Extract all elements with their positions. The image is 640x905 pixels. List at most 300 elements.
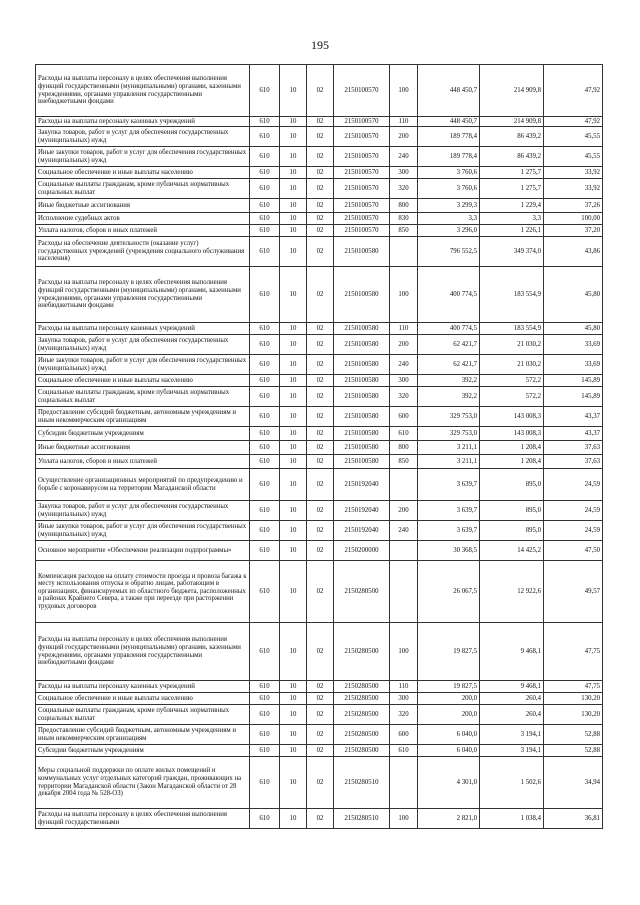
row-code-ministry: 610 [250,561,280,623]
row-plan-amount: 3 299,3 [418,199,480,213]
row-percent: 47,75 [544,681,603,693]
row-code-section: 10 [280,375,307,387]
row-code-expense-type: 320 [390,387,418,407]
row-code-section: 10 [280,147,307,167]
row-percent: 34,94 [544,757,603,809]
row-actual-amount: 143 008,3 [480,427,544,441]
row-plan-amount: 392,2 [418,375,480,387]
row-code-target: 2150100570 [334,167,390,179]
row-actual-amount: 895,0 [480,521,544,541]
row-name: Социальное обеспечение и иные выплаты населению [36,167,250,179]
row-code-subsection: 02 [307,375,334,387]
row-code-subsection: 02 [307,441,334,455]
row-actual-amount: 21 030,2 [480,355,544,375]
row-percent: 37,20 [544,225,603,237]
row-code-ministry: 610 [250,725,280,745]
row-name: Осуществление организационных мероприятий по предупреждению и борьбе с коронавирусом на территории Магаданской области [36,469,250,501]
row-code-section: 10 [280,199,307,213]
row-code-ministry: 610 [250,427,280,441]
row-name: Расходы на обеспечение деятельности (оказание услуг) государственных учреждений (учреждения социального обслуживания населения) [36,237,250,267]
table-row [36,441,603,455]
row-percent: 52,88 [544,745,603,757]
row-code-expense-type [390,237,418,267]
row-name: Предоставление субсидий бюджетным, автономным учреждениям и иным некоммерческим организациям [36,407,250,427]
row-plan-amount: 400 774,5 [418,323,480,335]
row-code-target: 2150100580 [334,323,390,335]
row-code-ministry: 610 [250,623,280,681]
table-row [36,705,603,725]
row-actual-amount: 260,4 [480,693,544,705]
row-plan-amount: 3 760,6 [418,167,480,179]
table-row [36,521,603,541]
row-code-section: 10 [280,469,307,501]
row-code-ministry: 610 [250,147,280,167]
row-code-expense-type: 110 [390,681,418,693]
table-row [36,623,603,681]
row-code-target: 2150280500 [334,725,390,745]
row-code-section: 10 [280,387,307,407]
row-plan-amount: 3 639,7 [418,501,480,521]
row-actual-amount: 14 425,2 [480,541,544,561]
row-code-expense-type [390,541,418,561]
table-row [36,501,603,521]
row-code-section: 10 [280,267,307,323]
row-percent: 33,92 [544,179,603,199]
row-code-ministry: 610 [250,469,280,501]
row-code-target: 2150280500 [334,693,390,705]
row-code-ministry: 610 [250,455,280,469]
row-code-ministry: 610 [250,387,280,407]
row-code-target: 2150100580 [334,335,390,355]
row-plan-amount: 3 760,6 [418,179,480,199]
row-code-section: 10 [280,681,307,693]
row-actual-amount: 260,4 [480,705,544,725]
row-percent: 45,80 [544,323,603,335]
row-code-ministry: 610 [250,117,280,127]
row-code-subsection: 02 [307,199,334,213]
row-code-target: 2150100580 [334,237,390,267]
row-code-section: 10 [280,213,307,225]
row-code-ministry: 610 [250,237,280,267]
row-code-subsection: 02 [307,809,334,829]
row-code-section: 10 [280,65,307,117]
row-code-section: 10 [280,809,307,829]
row-name: Закупка товаров, работ и услуг для обеспечения государственных (муниципальных) нужд [36,335,250,355]
row-code-section: 10 [280,127,307,147]
row-actual-amount: 143 008,3 [480,407,544,427]
row-plan-amount: 3,3 [418,213,480,225]
table-row [36,237,603,267]
row-code-expense-type: 200 [390,501,418,521]
row-code-expense-type: 100 [390,267,418,323]
row-code-ministry: 610 [250,179,280,199]
row-code-expense-type [390,561,418,623]
row-code-expense-type: 850 [390,455,418,469]
row-plan-amount: 2 821,0 [418,809,480,829]
row-code-ministry: 610 [250,267,280,323]
row-code-subsection: 02 [307,355,334,375]
row-code-section: 10 [280,541,307,561]
row-actual-amount: 349 374,0 [480,237,544,267]
row-name: Социальное обеспечение и иные выплаты населению [36,375,250,387]
row-name: Расходы на выплаты персоналу казенных учреждений [36,117,250,127]
table-row [36,809,603,829]
row-plan-amount: 200,0 [418,705,480,725]
row-name: Расходы на выплаты персоналу казенных учреждений [36,323,250,335]
row-plan-amount: 329 753,0 [418,427,480,441]
row-code-ministry: 610 [250,441,280,455]
row-code-ministry: 610 [250,213,280,225]
row-name: Социальное обеспечение и иные выплаты населению [36,693,250,705]
row-code-section: 10 [280,745,307,757]
row-code-section: 10 [280,237,307,267]
row-percent: 49,57 [544,561,603,623]
row-code-target: 2150100570 [334,65,390,117]
row-code-target: 2150280500 [334,681,390,693]
row-actual-amount: 1 275,7 [480,179,544,199]
row-code-subsection: 02 [307,237,334,267]
table-row [36,225,603,237]
row-percent: 24,59 [544,521,603,541]
row-actual-amount: 1 226,1 [480,225,544,237]
row-code-target: 2150280500 [334,561,390,623]
row-percent: 130,20 [544,693,603,705]
row-code-expense-type: 320 [390,179,418,199]
row-percent: 52,88 [544,725,603,745]
row-actual-amount: 572,2 [480,387,544,407]
row-code-ministry: 610 [250,225,280,237]
row-code-target: 2150192040 [334,501,390,521]
row-code-expense-type [390,469,418,501]
row-percent: 47,92 [544,117,603,127]
row-code-subsection: 02 [307,407,334,427]
table-row [36,335,603,355]
row-code-ministry: 610 [250,355,280,375]
row-percent: 36,81 [544,809,603,829]
row-name: Исполнение судебных актов [36,213,250,225]
row-name: Расходы на выплаты персоналу в целях обеспечения выполнения функций государственными [36,809,250,829]
row-code-section: 10 [280,623,307,681]
table-row [36,725,603,745]
row-plan-amount: 3 211,1 [418,441,480,455]
row-code-target: 2150280510 [334,757,390,809]
row-actual-amount: 183 554,9 [480,267,544,323]
row-code-section: 10 [280,427,307,441]
row-plan-amount: 62 421,7 [418,335,480,355]
table-row [36,127,603,147]
row-name: Социальные выплаты гражданам, кроме публичных нормативных социальных выплат [36,179,250,199]
row-actual-amount: 9 468,1 [480,623,544,681]
table-row [36,757,603,809]
table-row [36,469,603,501]
table-row [36,65,603,117]
row-actual-amount: 21 030,2 [480,335,544,355]
table-row [36,267,603,323]
row-code-section: 10 [280,705,307,725]
row-name: Субсидии бюджетным учреждениям [36,427,250,441]
row-percent: 130,20 [544,705,603,725]
row-name: Основное мероприятие «Обеспечение реализации подпрограммы» [36,541,250,561]
row-code-section: 10 [280,441,307,455]
row-code-section: 10 [280,179,307,199]
table-row [36,213,603,225]
row-code-ministry: 610 [250,501,280,521]
row-plan-amount: 19 827,5 [418,623,480,681]
row-actual-amount: 895,0 [480,469,544,501]
row-code-subsection: 02 [307,501,334,521]
row-percent: 45,80 [544,267,603,323]
table-row [36,455,603,469]
row-code-expense-type: 200 [390,127,418,147]
row-code-subsection: 02 [307,623,334,681]
row-plan-amount: 796 552,5 [418,237,480,267]
row-actual-amount: 1 208,4 [480,455,544,469]
row-code-expense-type: 240 [390,355,418,375]
row-code-subsection: 02 [307,387,334,407]
row-name: Субсидии бюджетным учреждениям [36,745,250,757]
table-row [36,323,603,335]
row-actual-amount: 1 229,4 [480,199,544,213]
row-name: Предоставление субсидий бюджетным, автономным учреждениям и иным некоммерческим организациям [36,725,250,745]
table-row [36,427,603,441]
row-code-section: 10 [280,323,307,335]
row-plan-amount: 4 301,0 [418,757,480,809]
row-percent: 33,92 [544,167,603,179]
row-code-subsection: 02 [307,147,334,167]
row-code-target: 2150100580 [334,355,390,375]
table-row [36,541,603,561]
table-row [36,147,603,167]
row-code-subsection: 02 [307,521,334,541]
row-code-target: 2150192040 [334,521,390,541]
row-code-section: 10 [280,355,307,375]
row-actual-amount: 572,2 [480,375,544,387]
row-code-expense-type: 610 [390,745,418,757]
row-code-section: 10 [280,501,307,521]
row-plan-amount: 448 450,7 [418,117,480,127]
row-code-expense-type: 320 [390,705,418,725]
row-code-section: 10 [280,407,307,427]
row-actual-amount: 1 038,4 [480,809,544,829]
table-row [36,375,603,387]
row-code-subsection: 02 [307,213,334,225]
row-code-section: 10 [280,521,307,541]
row-code-ministry: 610 [250,681,280,693]
row-code-target: 2150280500 [334,705,390,725]
row-actual-amount: 86 439,2 [480,127,544,147]
row-code-target: 2150100580 [334,387,390,407]
row-percent: 37,26 [544,199,603,213]
row-code-target: 2150100580 [334,441,390,455]
row-code-target: 2150100580 [334,407,390,427]
row-plan-amount: 6 040,0 [418,725,480,745]
row-code-ministry: 610 [250,375,280,387]
row-code-subsection: 02 [307,65,334,117]
row-code-ministry: 610 [250,407,280,427]
table-row [36,387,603,407]
table-row [36,693,603,705]
row-code-ministry: 610 [250,323,280,335]
row-percent: 37,63 [544,455,603,469]
row-code-subsection: 02 [307,127,334,147]
row-percent: 37,63 [544,441,603,455]
row-code-target: 2150280500 [334,745,390,757]
table-row [36,355,603,375]
row-code-target: 2150280500 [334,623,390,681]
row-percent: 47,50 [544,541,603,561]
row-code-section: 10 [280,225,307,237]
row-code-section: 10 [280,455,307,469]
row-code-ministry: 610 [250,127,280,147]
row-code-expense-type: 610 [390,427,418,441]
row-plan-amount: 448 450,7 [418,65,480,117]
row-name: Социальные выплаты гражданам, кроме публичных нормативных социальных выплат [36,387,250,407]
row-plan-amount: 400 774,5 [418,267,480,323]
row-code-subsection: 02 [307,427,334,441]
table-row [36,407,603,427]
row-plan-amount: 200,0 [418,693,480,705]
row-code-section: 10 [280,693,307,705]
row-code-target: 2150100570 [334,127,390,147]
row-plan-amount: 62 421,7 [418,355,480,375]
row-code-section: 10 [280,167,307,179]
row-code-subsection: 02 [307,225,334,237]
row-code-expense-type [390,757,418,809]
table-row [36,179,603,199]
row-code-subsection: 02 [307,681,334,693]
row-code-subsection: 02 [307,693,334,705]
row-name: Иные закупки товаров, работ и услуг для обеспечения государственных (муниципальных) нужд [36,521,250,541]
row-code-ministry: 610 [250,541,280,561]
row-percent: 33,69 [544,335,603,355]
row-code-ministry: 610 [250,705,280,725]
row-plan-amount: 189 778,4 [418,147,480,167]
row-actual-amount: 895,0 [480,501,544,521]
row-code-subsection: 02 [307,167,334,179]
row-code-section: 10 [280,757,307,809]
row-code-section: 10 [280,725,307,745]
row-code-section: 10 [280,335,307,355]
row-code-target: 2150100580 [334,375,390,387]
row-code-target: 2150100570 [334,199,390,213]
row-code-ministry: 610 [250,167,280,179]
row-code-target: 2150100570 [334,179,390,199]
row-code-ministry: 610 [250,745,280,757]
row-code-expense-type: 100 [390,65,418,117]
row-code-expense-type: 300 [390,693,418,705]
row-code-subsection: 02 [307,705,334,725]
row-plan-amount: 3 211,1 [418,455,480,469]
row-percent: 45,55 [544,127,603,147]
row-code-ministry: 610 [250,335,280,355]
row-code-expense-type: 300 [390,167,418,179]
row-percent: 43,86 [544,237,603,267]
row-code-target: 2150192040 [334,469,390,501]
row-code-ministry: 610 [250,199,280,213]
row-name: Расходы на выплаты персоналу в целях обеспечения выполнения функций государственными (муниципальными) органами, казенными учреждениями, органами управления государственными внебюджетными фондами [36,623,250,681]
row-code-expense-type: 110 [390,323,418,335]
row-code-subsection: 02 [307,725,334,745]
row-code-expense-type: 200 [390,335,418,355]
row-actual-amount: 3,3 [480,213,544,225]
row-code-expense-type: 100 [390,809,418,829]
row-name: Иные бюджетные ассигнования [36,199,250,213]
row-name: Уплата налогов, сборов и иных платежей [36,225,250,237]
row-percent: 145,89 [544,375,603,387]
row-code-expense-type: 830 [390,213,418,225]
row-code-target: 2150280510 [334,809,390,829]
row-code-ministry: 610 [250,757,280,809]
table-row [36,681,603,693]
row-actual-amount: 3 194,1 [480,725,544,745]
row-actual-amount: 214 909,8 [480,117,544,127]
row-name: Закупка товаров, работ и услуг для обеспечения государственных (муниципальных) нужд [36,127,250,147]
row-code-expense-type: 600 [390,407,418,427]
row-plan-amount: 392,2 [418,387,480,407]
row-name: Закупка товаров, работ и услуг для обеспечения государственных (муниципальных) нужд [36,501,250,521]
row-code-expense-type: 800 [390,199,418,213]
row-actual-amount: 214 909,8 [480,65,544,117]
row-code-subsection: 02 [307,179,334,199]
row-name: Расходы на выплаты персоналу казенных учреждений [36,681,250,693]
row-plan-amount: 3 296,0 [418,225,480,237]
row-code-ministry: 610 [250,65,280,117]
row-code-expense-type: 240 [390,521,418,541]
budget-table [35,64,603,829]
row-plan-amount: 3 639,7 [418,469,480,501]
row-name: Иные бюджетные ассигнования [36,441,250,455]
row-plan-amount: 329 753,0 [418,407,480,427]
row-code-subsection: 02 [307,561,334,623]
table-row [36,745,603,757]
row-plan-amount: 19 827,5 [418,681,480,693]
row-plan-amount: 26 067,5 [418,561,480,623]
row-code-target: 2150100580 [334,455,390,469]
row-name: Иные закупки товаров, работ и услуг для обеспечения государственных (муниципальных) нужд [36,147,250,167]
row-code-target: 2150100580 [334,267,390,323]
row-name: Меры социальной поддержки по оплате жилых помещений и коммунальных услуг отдельных категорий граждан, проживающих на территории Магаданской области (Закон Магаданской области от 28 декабря 2004 года № 528-ОЗ) [36,757,250,809]
row-code-ministry: 610 [250,521,280,541]
row-code-target: 2150200000 [334,541,390,561]
row-code-subsection: 02 [307,323,334,335]
row-code-section: 10 [280,117,307,127]
page-number: 195 [311,38,329,52]
table-body [36,65,603,829]
row-code-subsection: 02 [307,541,334,561]
row-actual-amount: 1 502,6 [480,757,544,809]
row-code-section: 10 [280,561,307,623]
row-name: Социальные выплаты гражданам, кроме публичных нормативных социальных выплат [36,705,250,725]
row-code-subsection: 02 [307,469,334,501]
row-actual-amount: 183 554,9 [480,323,544,335]
table-row [36,167,603,179]
row-percent: 47,75 [544,623,603,681]
row-percent: 45,55 [544,147,603,167]
row-percent: 43,37 [544,427,603,441]
row-plan-amount: 6 040,0 [418,745,480,757]
row-code-target: 2150100570 [334,117,390,127]
row-name: Уплата налогов, сборов и иных платежей [36,455,250,469]
row-percent: 24,59 [544,469,603,501]
row-code-target: 2150100570 [334,213,390,225]
row-percent: 145,89 [544,387,603,407]
row-code-subsection: 02 [307,757,334,809]
row-code-subsection: 02 [307,335,334,355]
row-code-subsection: 02 [307,117,334,127]
row-code-ministry: 610 [250,809,280,829]
row-code-expense-type: 850 [390,225,418,237]
row-code-expense-type: 100 [390,623,418,681]
